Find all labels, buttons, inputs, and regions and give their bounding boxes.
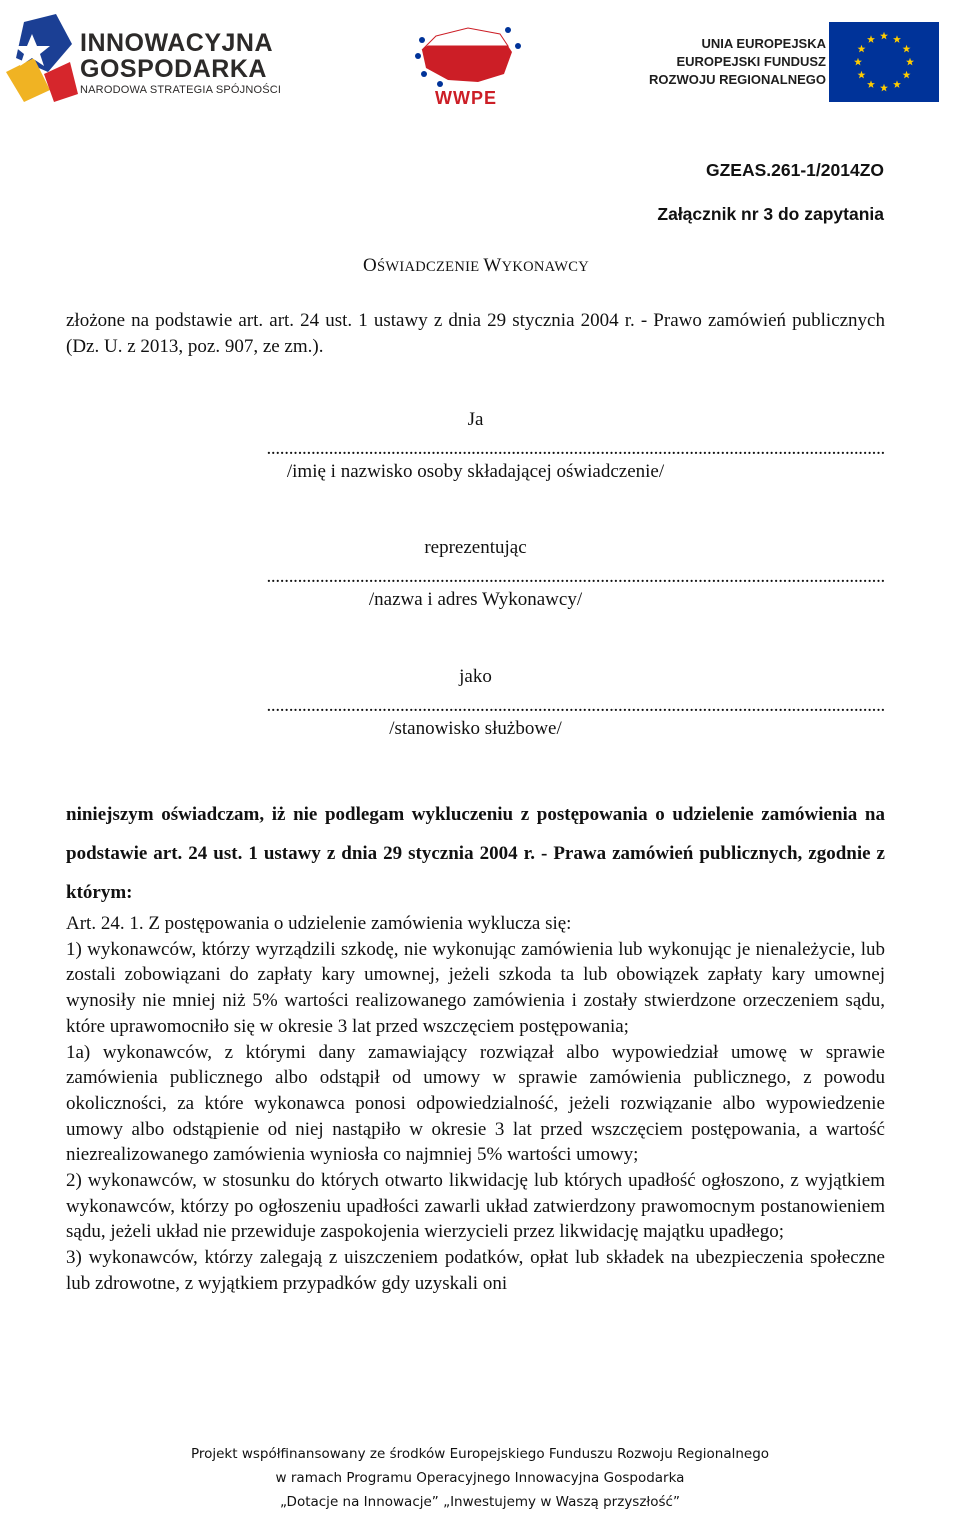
declaration-text: niniejszym oświadczam, iż nie podlegam wykluczeniu z postępowania o udzielenie zamówienia na podstawie art. 24 ust. 1 ustawy z dnia 29 stycznia 2004 r. - Prawa zamówień publicznych, zgodnie z którym: <box>66 804 885 903</box>
poland-map-icon <box>408 22 528 92</box>
eu-line2: EUROPEJSKI FUNDUSZ <box>676 54 826 69</box>
article-24 <box>66 911 885 1297</box>
field-label-reprezentujac: reprezentując <box>424 537 527 558</box>
article-item-2: 2) wykonawców, w stosunku do których otwarto likwidację lub których upadłość ogłoszono, z wyjątkiem wykonawców, którzy po ogłoszeniu upadłości zawarli układ zatwierdzony prawomocnym postanowieniem sądu, jeżeli układ nie przewiduje zaspokojenia wierzycieli przez likwidację majątku upadłego; <box>66 1170 885 1243</box>
field-fill-line-position[interactable]: ........................................................................................................................................... <box>266 696 885 716</box>
ig-line1: INNOWACYJNA <box>80 29 274 57</box>
article-item-1a: 1a) wykonawców, z którymi dany zamawiający rozwiązał albo wypowiedział umowę w sprawie zamówienia publicznego albo odstąpił od umowy w sprawie zamówienia publicznego, z powodu okoliczności, za które wykonawca ponosi odpowiedzialność, jeżeli rozwiązanie albo wypowiedzenie umowy albo odstąpienie od niej nastąpiło w okresie 3 lat przed wszczęciem postępowania, a wartość niezrealizowanego zamówienia wyniosła co najmniej 5% wartości umowy; <box>66 1041 885 1166</box>
article-item-1: 1) wykonawców, którzy wyrządzili szkodę, nie wykonując zamówienia lub wykonując je nienależycie, lub zostali zobowiązani do zapłaty kary umownej, jeżeli szkoda ta lub obowiązek zapłaty kary umownej wynosiły nie mniej niż 5% wartości realizowanego zamówienia i zostały stwierdzone orzeczeniem sądu, które uprawomocniło się w okresie 3 lat przed wszczęciem postępowania; <box>66 938 885 1037</box>
field-label-jako: jako <box>459 666 492 687</box>
ig-line3: NARODOWA STRATEGIA SPÓJNOŚCI <box>80 84 282 96</box>
ig-logo-text <box>80 30 281 98</box>
reference-number: GZEAS.261-1/2014ZO <box>706 160 884 180</box>
field-caption-position: /stanowisko służbowe/ <box>389 718 562 739</box>
eu-line3: ROZWOJU REGIONALNEGO <box>649 72 826 87</box>
eu-flag-icon <box>829 22 939 102</box>
article-intro: Art. 24. 1. Z postępowania o udzielenie zamówienia wyklucza się: <box>66 913 572 934</box>
wwpe-logo-text: WWPE <box>435 88 497 108</box>
footer-line1: Projekt współfinansowany ze środków Europejskiego Funduszu Rozwoju Regionalnego <box>190 1446 770 1462</box>
field-label-ja: Ja <box>467 409 484 430</box>
footer-line3: „Dotacje na Innowacje” „Inwestujemy w Waszą przyszłość” <box>280 1494 680 1510</box>
eu-line1: UNIA EUROPEJSKA <box>701 36 826 51</box>
ig-line2: GOSPODARKA <box>80 55 267 83</box>
field-fill-line-name[interactable]: ........................................................................................................................................... <box>266 439 885 459</box>
ig-star-icon <box>4 10 84 110</box>
document-title <box>0 255 952 277</box>
footer-line2: w ramach Programu Operacyjnego Innowacyjna Gospodarka <box>275 1470 685 1486</box>
eu-logo-text <box>614 35 826 89</box>
field-caption-name: /imię i nazwisko osoby składającej oświadczenie/ <box>286 461 665 482</box>
field-caption-contractor: /nazwa i adres Wykonawcy/ <box>368 589 583 610</box>
attachment-label: Załącznik nr 3 do zapytania <box>657 204 884 224</box>
title-part1: ŚWIADCZENIE <box>377 259 484 275</box>
title-o-capital: O <box>363 255 378 276</box>
article-item-3: 3) wykonawców, którzy zalegają z uiszczeniem podatków, opłat lub składek na ubezpieczenia społeczne lub zdrowotne, z wyjątkiem przypadków gdy uzyskali oni <box>66 1247 885 1294</box>
page-footer <box>0 1442 960 1514</box>
legal-basis-text: złożone na podstawie art. art. 24 ust. 1 ustawy z dnia 29 stycznia 2004 r. - Prawo zamówień publicznych (Dz. U. z 2013, poz. 907, ze zm.). <box>66 310 885 357</box>
field-fill-line-contractor[interactable]: ........................................................................................................................................... <box>266 567 885 587</box>
title-w-capital: W <box>483 255 502 276</box>
title-part2: YKONAWCY <box>501 259 589 275</box>
